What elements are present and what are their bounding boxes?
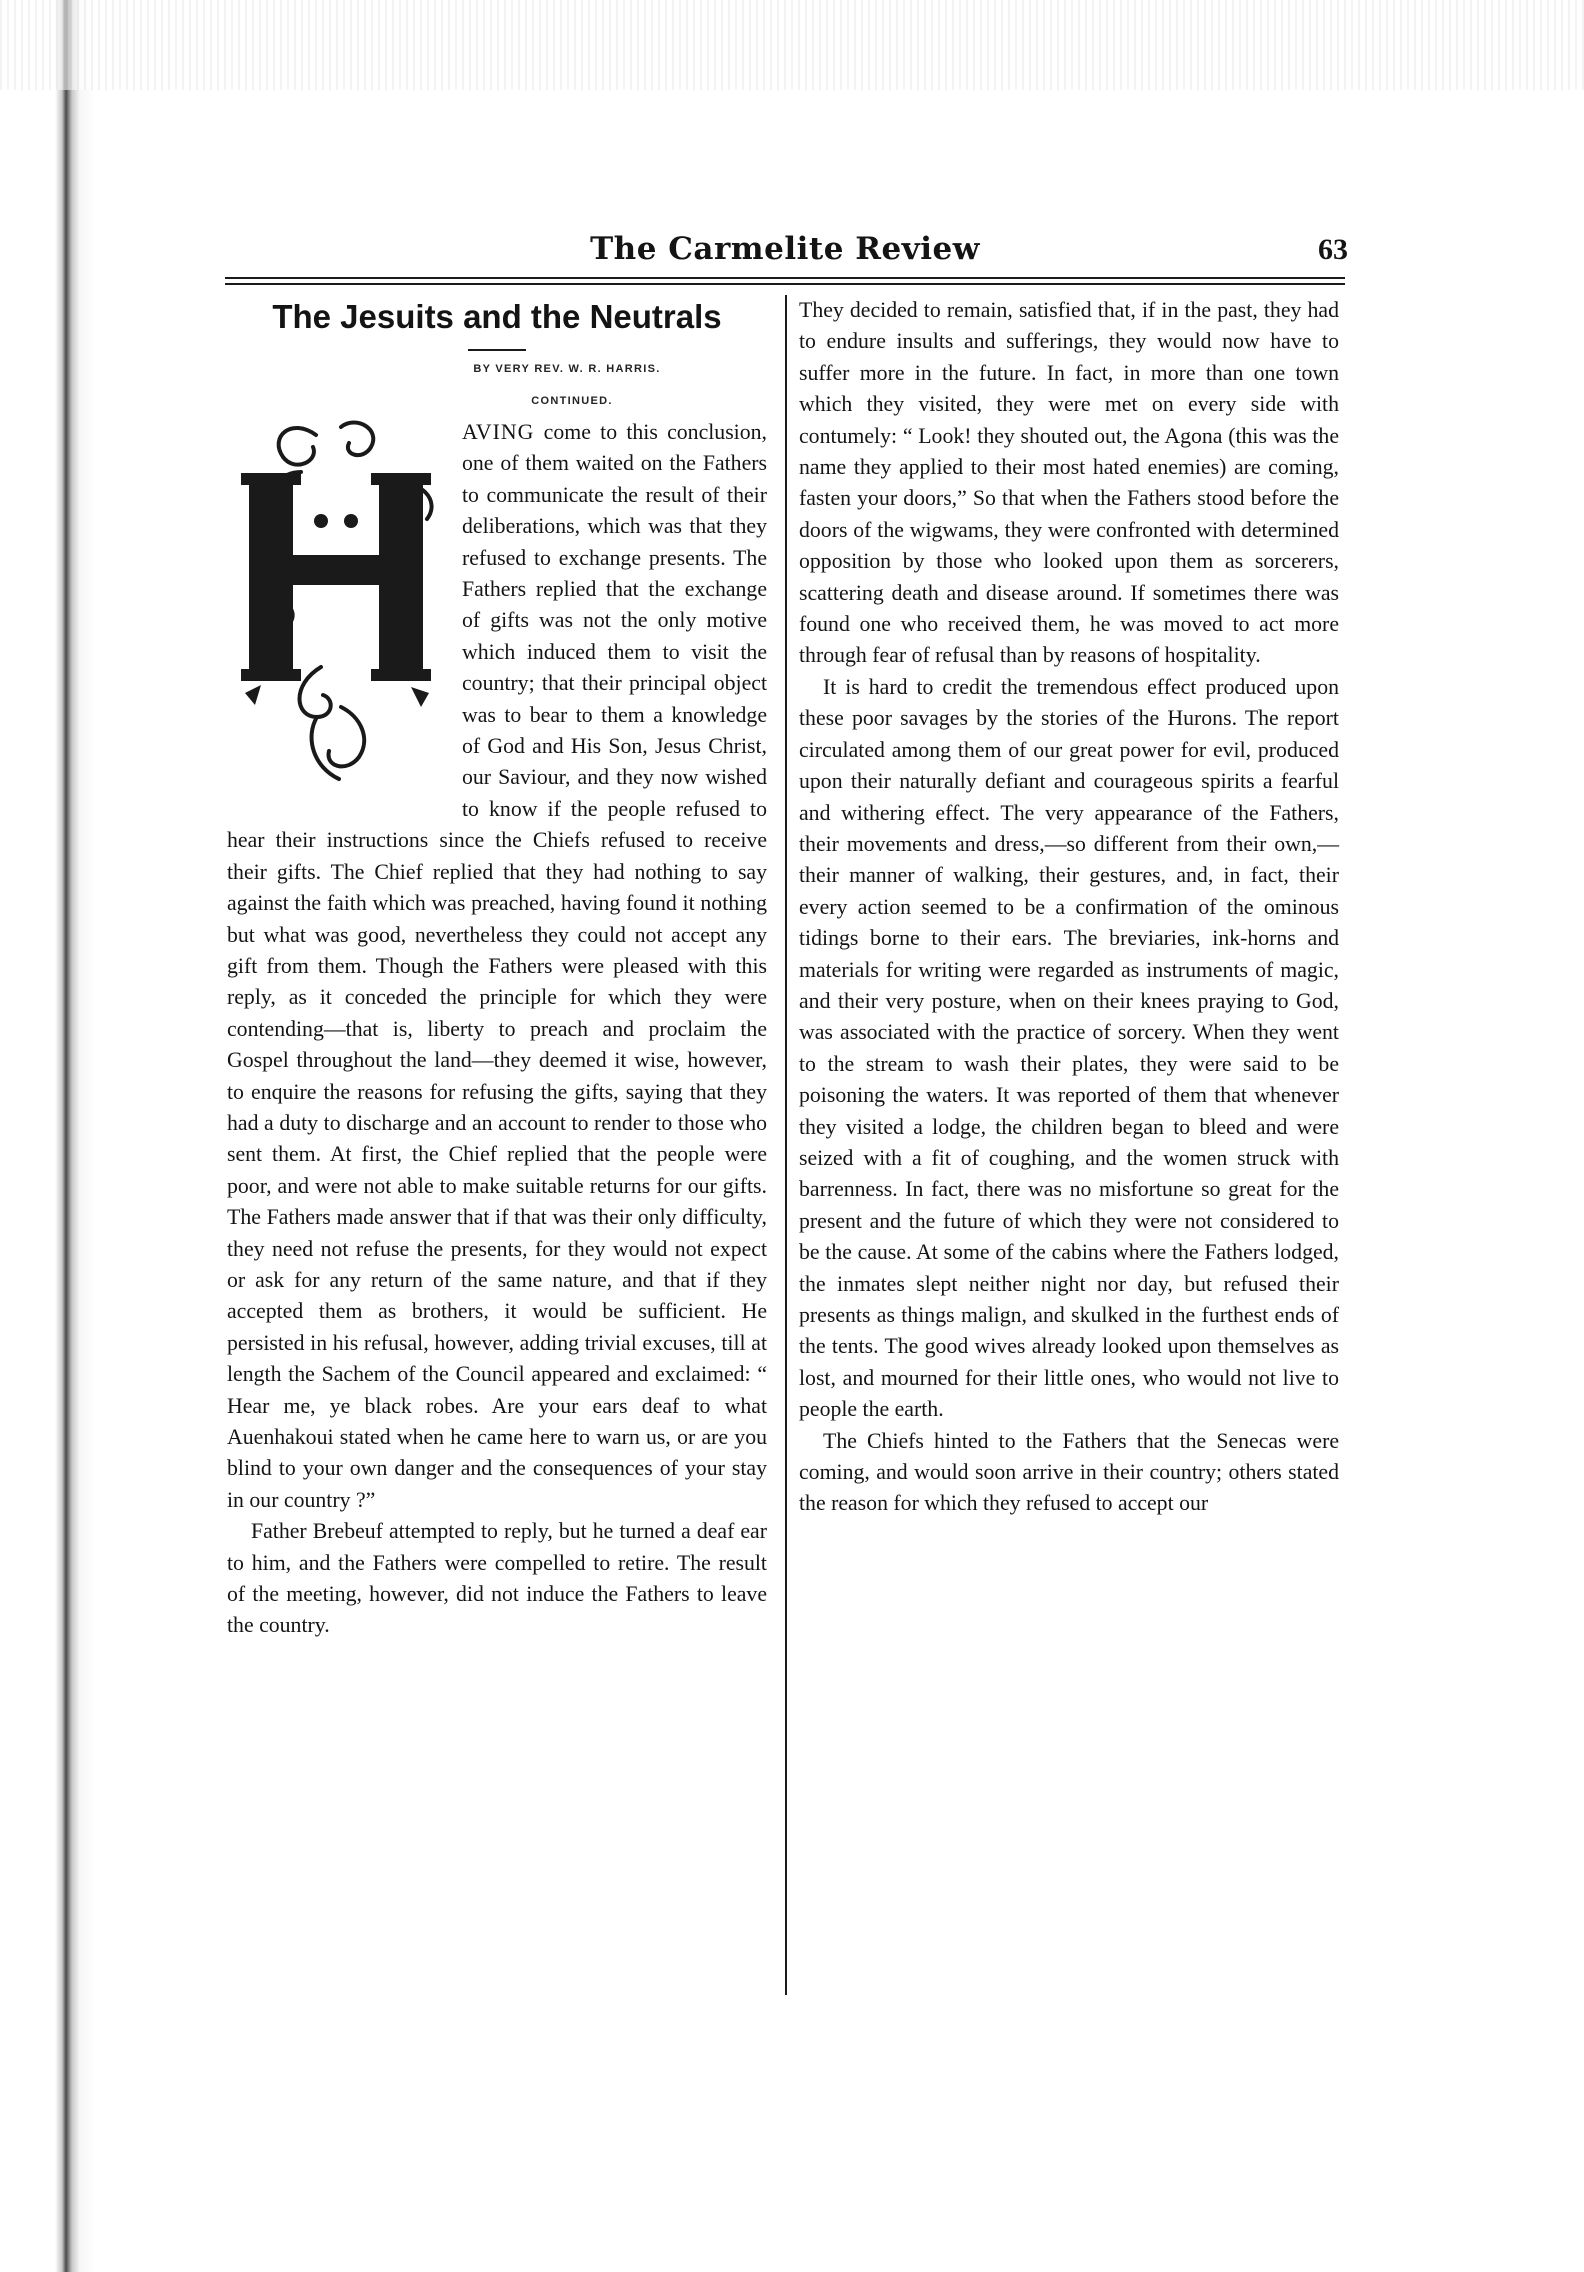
book-binding-edge [0,0,96,2272]
paragraph-1 [227,417,767,1516]
page-number: 63 [1318,233,1348,266]
opening-lead-word: AVING [462,420,535,444]
column-divider [785,295,787,1995]
paper-grain [0,0,1584,90]
continued-label: CONTINUED. [531,395,613,407]
paragraph-4: It is hard to credit the tremendous effect produced upon these poor savages by the stories of the Hurons. The report circulated among them of our great power for evil, produced upon their naturally defiant and courageous spirits a fearful and withering effect. The very appearance of the Fathers, their movements and dress,—so different from their own,—their manner of walking, their gestures, and, in fact, their every action seemed to be a confirmation of the ominous tidings borne to their ears. The breviaries, ink-horns and materials for writing were regarded as instruments of magic, and their very posture, when on their knees praying to God, was associated with the practice of sorcery. When they went to the stream to wash their plates, they were said to be poisoning the waters. It was reported of them that whenever they visited a lodge, the children began to bleed and were seized with a fit of coughing, and the women struck with barrenness. In fact, there was no misfortune so great for the present and the future of which they were not considered to be the cause. At some of the cabins where the Fathers lodged, the inmates slept neither night nor day, but refused their presents as things malign, and skulked in the furthest ends of the tents. The good wives already looked upon themselves as lost, and mourned for their little ones, who would not live to people the earth. [799,674,1339,1422]
running-title: The Carmelite Review [590,231,980,267]
byline: BY VERY REV. W. R. HARRIS. [473,363,661,375]
article-title: The Jesuits and the Neutrals [272,298,722,335]
ornamental-drop-cap [221,417,456,795]
header-rule-bottom [225,283,1345,285]
left-column [227,295,767,1642]
paragraph-2: Father Brebeuf attempted to reply, but he turned a deaf ear to him, and the Fathers were compelled to retire. The result of the meeting, however, did not induce the Fathers to leave the country. [227,1519,767,1638]
paragraph-3: They decided to remain, satisfied that, if in the past, they had to endure insults and sufferings, they would now have to suffer more in the future. In fact, in more than one town which they visited, they were met on every side with contumely: “ Look! they shouted out, the Agona (this was the name they applied to their most hated enemies) are coming, fasten your doors,” So that when the Fathers stood before the doors of the wigwams, they were confronted with determined opposition by those who looked upon them as sorcerers, scattering death and disease around. If sometimes there was found one who received them, he was moved to act more through fear of refusal than by reasons of hospitality. [799,298,1339,668]
paragraph-5: The Chiefs hinted to the Fathers that the Senecas were coming, and would soon arrive in their country; others stated the reason for which they refused to accept our [799,1428,1339,1516]
header-rule-top [225,277,1345,279]
magazine-page [225,225,1348,2075]
page-header [225,225,1348,277]
right-column [799,295,1339,1520]
title-rule [468,349,526,351]
drop-cap-ornament-icon [221,417,456,795]
paragraph-1-text: come to this conclusion, one of them waited on the Fathers to communicate the result of their deliberations, which was that they refused to exchange presents. The Fathers replied that the exchange of gifts was not the only motive which induced them to visit the country; that their principal object was to bear to them a knowledge of God and His Son, Jesus Christ, our Saviour, and they now wished to know if the people refused to hear their instructions since the Chiefs refused to receive their gifts. The Chief replied that they had nothing to say against the faith which was preached, having found it nothing but what was good, nevertheless they could not accept any gift from them. Though the Fathers were pleased with this reply, as it conceded the principle for which they were contending—that is, liberty to preach and proclaim the Gospel throughout the land—they deemed it wise, however, to enquire the reasons for refusing the gifts, saying that they had a duty to discharge and an account to render to those who sent them. At first, the Chief replied that the people were poor, and were not able to make suitable returns for our gifts. The Fathers made answer that if that was their only difficulty, they need not refuse the presents, for they would not expect or ask for any return of the same nature, and that if they accepted them as brothers, it would be sufficient. He persisted in his refusal, however, adding trivial excuses, till at length the Sachem of the Council appeared and exclaimed: “ Hear me, ye black robes. Are your ears deaf to what Auenhakoui stated when he came here to warn us, or are you blind to your own danger and the consequences of your stay in our country ?” [227,420,767,1512]
